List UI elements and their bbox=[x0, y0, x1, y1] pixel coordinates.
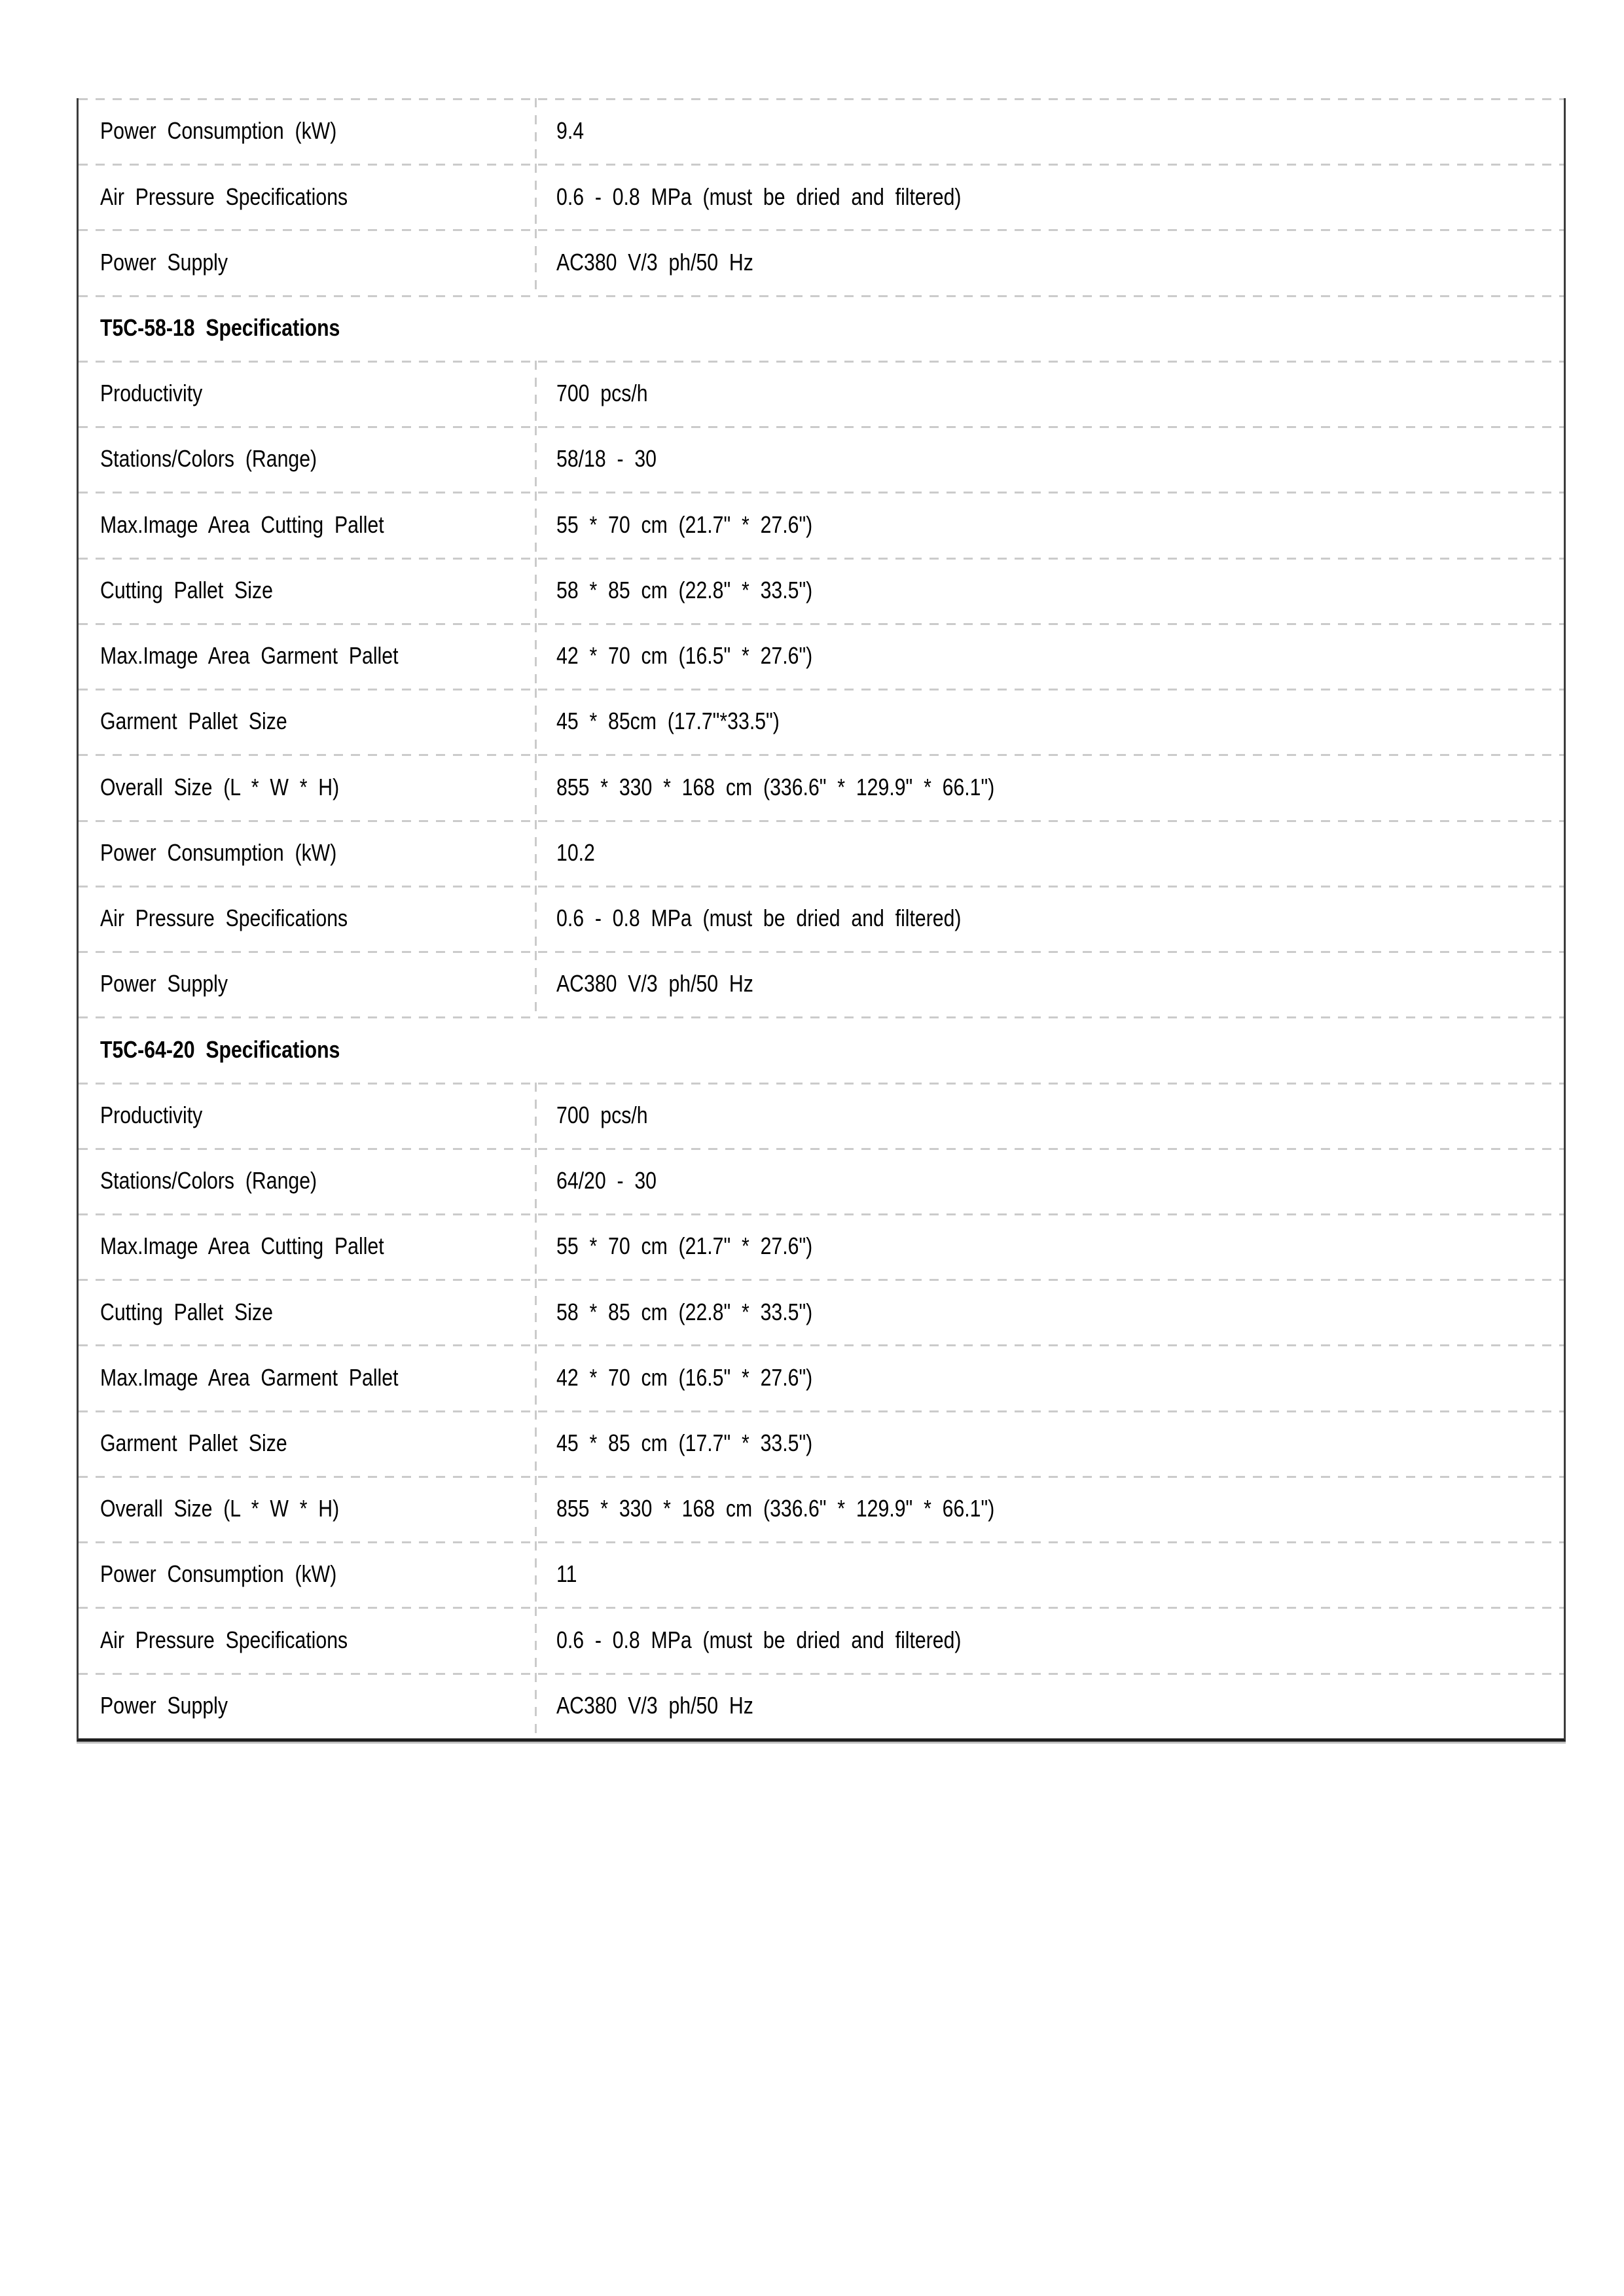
spec-label: Productivity bbox=[100, 380, 203, 407]
spec-label-cell bbox=[79, 689, 535, 754]
spec-label-cell bbox=[79, 754, 535, 819]
spec-label: Stations/Colors (Range) bbox=[100, 1167, 317, 1194]
table-row bbox=[79, 1279, 1564, 1344]
spec-label-cell bbox=[79, 623, 535, 689]
spec-value: 10.2 bbox=[556, 838, 595, 866]
spec-label: Power Consumption (kW) bbox=[100, 838, 337, 866]
spec-label: Garment Pallet Size bbox=[100, 708, 287, 735]
spec-label-cell bbox=[79, 820, 535, 886]
spec-value-cell bbox=[535, 1673, 1564, 1738]
spec-label: Power Consumption (kW) bbox=[100, 117, 337, 145]
spec-value-cell bbox=[535, 754, 1564, 819]
spec-value-cell bbox=[535, 558, 1564, 623]
table-row bbox=[79, 1476, 1564, 1541]
spec-label: Stations/Colors (Range) bbox=[100, 445, 317, 473]
spec-label-cell bbox=[79, 1344, 535, 1410]
section-header-row bbox=[79, 1016, 1564, 1082]
table-row bbox=[79, 361, 1564, 426]
spec-value: 42 * 70 cm (16.5" * 27.6") bbox=[556, 1363, 813, 1391]
spec-value-cell bbox=[535, 886, 1564, 951]
spec-value-cell bbox=[535, 164, 1564, 229]
spec-label: Max.Image Area Cutting Pallet bbox=[100, 1232, 384, 1260]
spec-value: 55 * 70 cm (21.7" * 27.6") bbox=[556, 1232, 813, 1260]
spec-value-cell bbox=[535, 229, 1564, 295]
spec-label: Air Pressure Specifications bbox=[100, 183, 348, 210]
table-row bbox=[79, 229, 1564, 295]
spec-value-cell bbox=[535, 689, 1564, 754]
spec-label: Max.Image Area Garment Pallet bbox=[100, 642, 399, 670]
spec-label: Productivity bbox=[100, 1101, 203, 1128]
section-title: T5C-64-20 Specifications bbox=[100, 1035, 340, 1063]
spec-value-cell bbox=[535, 623, 1564, 689]
spec-label: Garment Pallet Size bbox=[100, 1429, 287, 1456]
spec-value-cell bbox=[535, 1476, 1564, 1541]
section-title-cell bbox=[79, 1016, 1564, 1082]
table-row bbox=[79, 1344, 1564, 1410]
spec-value: AC380 V/3 ph/50 Hz bbox=[556, 1691, 753, 1719]
spec-value: 58 * 85 cm (22.8" * 33.5") bbox=[556, 1298, 813, 1325]
spec-value-cell bbox=[535, 426, 1564, 492]
spec-value: 64/20 - 30 bbox=[556, 1167, 657, 1194]
spec-value: 45 * 85cm (17.7"*33.5") bbox=[556, 708, 780, 735]
spec-label-cell bbox=[79, 361, 535, 426]
spec-value-cell bbox=[535, 1148, 1564, 1213]
spec-value-cell bbox=[535, 820, 1564, 886]
spec-label-cell bbox=[79, 492, 535, 557]
table-row bbox=[79, 623, 1564, 689]
spec-label-cell bbox=[79, 1279, 535, 1344]
spec-label: Max.Image Area Garment Pallet bbox=[100, 1363, 399, 1391]
spec-value: 9.4 bbox=[556, 117, 585, 145]
spec-label: Max.Image Area Cutting Pallet bbox=[100, 511, 384, 538]
spec-label: Power Consumption (kW) bbox=[100, 1560, 337, 1588]
table-row bbox=[79, 1607, 1564, 1672]
spec-label-cell bbox=[79, 164, 535, 229]
table-row bbox=[79, 820, 1564, 886]
spec-table bbox=[77, 98, 1566, 1742]
spec-label-cell bbox=[79, 1410, 535, 1476]
spec-label: Cutting Pallet Size bbox=[100, 1298, 273, 1325]
spec-label: Power Supply bbox=[100, 970, 228, 997]
spec-label-cell bbox=[79, 1213, 535, 1279]
section-title-cell bbox=[79, 295, 1564, 361]
spec-label-cell bbox=[79, 1476, 535, 1541]
table-row bbox=[79, 689, 1564, 754]
spec-value-cell bbox=[535, 492, 1564, 557]
table-row bbox=[79, 492, 1564, 557]
spec-label: Cutting Pallet Size bbox=[100, 576, 273, 603]
table-row bbox=[79, 98, 1564, 164]
spec-value-cell bbox=[535, 1213, 1564, 1279]
spec-value-cell bbox=[535, 1279, 1564, 1344]
spec-value-cell bbox=[535, 951, 1564, 1016]
table-row bbox=[79, 951, 1564, 1016]
spec-label: Air Pressure Specifications bbox=[100, 1626, 348, 1653]
spec-value: 855 * 330 * 168 cm (336.6" * 129.9" * 66.1") bbox=[556, 773, 995, 800]
spec-value: 55 * 70 cm (21.7" * 27.6") bbox=[556, 511, 813, 538]
spec-label: Overall Size (L * W * H) bbox=[100, 773, 340, 800]
spec-value-cell bbox=[535, 1607, 1564, 1672]
spec-value: AC380 V/3 ph/50 Hz bbox=[556, 248, 753, 276]
spec-label-cell bbox=[79, 1148, 535, 1213]
spec-label: Air Pressure Specifications bbox=[100, 905, 348, 932]
spec-label-cell bbox=[79, 951, 535, 1016]
spec-label-cell bbox=[79, 1541, 535, 1607]
spec-value: 0.6 - 0.8 MPa (must be dried and filtered) bbox=[556, 183, 962, 210]
spec-label-cell bbox=[79, 1607, 535, 1672]
spec-label: Power Supply bbox=[100, 1691, 228, 1719]
spec-value: 58 * 85 cm (22.8" * 33.5") bbox=[556, 576, 813, 603]
spec-value-cell bbox=[535, 361, 1564, 426]
spec-value-cell bbox=[535, 1541, 1564, 1607]
table-row bbox=[79, 164, 1564, 229]
spec-value: AC380 V/3 ph/50 Hz bbox=[556, 970, 753, 997]
spec-value: 700 pcs/h bbox=[556, 380, 648, 407]
spec-value: 0.6 - 0.8 MPa (must be dried and filtered) bbox=[556, 905, 962, 932]
spec-value: 0.6 - 0.8 MPa (must be dried and filtered) bbox=[556, 1626, 962, 1653]
spec-value-cell bbox=[535, 1083, 1564, 1148]
spec-label-cell bbox=[79, 229, 535, 295]
spec-label-cell bbox=[79, 98, 535, 164]
spec-label-cell bbox=[79, 886, 535, 951]
spec-label-cell bbox=[79, 558, 535, 623]
table-row bbox=[79, 558, 1564, 623]
spec-value: 45 * 85 cm (17.7" * 33.5") bbox=[556, 1429, 813, 1456]
table-row bbox=[79, 426, 1564, 492]
table-row bbox=[79, 1410, 1564, 1476]
table-row bbox=[79, 754, 1564, 819]
section-title: T5C-58-18 Specifications bbox=[100, 314, 340, 342]
spec-label-cell bbox=[79, 1673, 535, 1738]
table-row bbox=[79, 1213, 1564, 1279]
spec-value-cell bbox=[535, 98, 1564, 164]
table-row bbox=[79, 1083, 1564, 1148]
spec-value: 11 bbox=[556, 1560, 577, 1588]
table-row bbox=[79, 886, 1564, 951]
spec-label: Power Supply bbox=[100, 248, 228, 276]
spec-value: 58/18 - 30 bbox=[556, 445, 657, 473]
spec-label-cell bbox=[79, 426, 535, 492]
spec-label-cell bbox=[79, 1083, 535, 1148]
spec-value-cell bbox=[535, 1410, 1564, 1476]
table-row bbox=[79, 1673, 1564, 1738]
section-header-row bbox=[79, 295, 1564, 361]
spec-label: Overall Size (L * W * H) bbox=[100, 1495, 340, 1522]
spec-value-cell bbox=[535, 1344, 1564, 1410]
spec-value: 42 * 70 cm (16.5" * 27.6") bbox=[556, 642, 813, 670]
spec-value: 855 * 330 * 168 cm (336.6" * 129.9" * 66.1") bbox=[556, 1495, 995, 1522]
table-row bbox=[79, 1541, 1564, 1607]
table-row bbox=[79, 1148, 1564, 1213]
spec-value: 700 pcs/h bbox=[556, 1101, 648, 1128]
